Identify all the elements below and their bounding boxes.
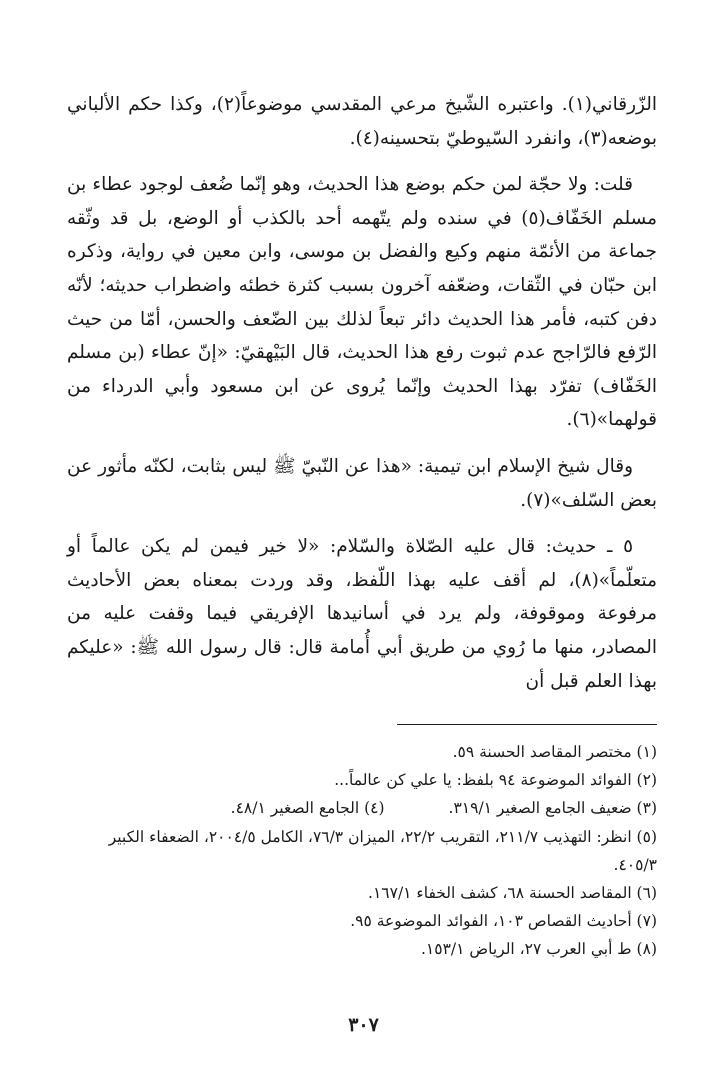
footnote-item: (٧) أحاديث القصاص ١٠٣، الفوائد الموضوعة ٩٥. — [350, 912, 657, 931]
footnote-item: (٣) ضعيف الجامع الصغير ٣١٩/١. — [448, 799, 657, 818]
footnote-item: (٨) ط أبي العرب ٢٧، الرياض ١٥٣/١. — [420, 940, 657, 959]
footnote-item: (٥) انظر: التهذيب ٢١١/٧، التقريب ٢٢/٢، الميزان ٧٦/٣، الكامل ٢٠٠٤/٥، الضعفاء الكبير ٤٠٥/٣. — [108, 827, 657, 874]
main-text — [67, 88, 657, 711]
footnote-item: (١) مختصر المقاصد الحسنة ٥٩. — [452, 743, 657, 761]
footnote-item-pair — [67, 794, 657, 822]
paragraph-zurqani: الزّرقاني(١). واعتبره الشّيخ مرعي المقدسي موضوعاً(٢)، وكذا حكم الألباني بوضعه(٣)، وانفرد السّيوطيّ بتحسينه(٤). — [67, 94, 657, 149]
paragraph-ibn-taymiyya: وقال شيخ الإسلام ابن تيمية: «هذا عن النّبيّ ﷺ ليس بثابت، لكنّه مأثور عن بعض السّلف»(٧). — [67, 455, 657, 511]
paragraph-hadith-5: ٥ ـ حديث: قال عليه الصّلاة والسّلام: «لا خير فيمن لم يكن عالماً أو متعلّماً»(٨)، لم أقف عليه بهذا اللّفظ، وقد وردت بمعناه بعض الأحاديث مرفوعة وموقوفة، ولم يرد في أسانيدها الإفريقي فيما وقفت عليه من المصادر، منها ما رُوي من طريق أبي أُمامة قال: قال رسول الله ﷺ: «عليكم بهذا العلم قبل أن — [67, 536, 657, 692]
footnotes-list — [67, 738, 657, 964]
footnote-item: (٤) الجامع الصغير ٤٨/١. — [230, 799, 385, 818]
paragraph-qultu: قلت: ولا حجّة لمن حكم بوضع هذا الحديث، وهو إنّما ضُعف لوجود عطاء بن مسلم الخَفّاف(٥) في سنده ولم يتّهمه أحد بالكذب أو الوضع، بل قد وثّقه جماعة من الأئمّة منهم وكيع والفضل بن موسى، وابن معين في رواية، وذكره ابن حبّان في الثّقات، وضعّفه آخرون بسبب كثرة خطئه واضطراب حديثه؛ لأنّه دفن كتبه، فأمر هذا الحديث دائر تبعاً لذلك بين الضّعف والحسن، أمّا من حيث الرّفع فالرّاجح عدم ثبوت رفع هذا الحديث، قال البَيْهقيّ: «إنّ عطاء (بن مسلم الخَفّاف) تفرّد بهذا الحديث وإنّما يُروى عن ابن مسعود وأبي الدرداء من قولهما»(٦). — [67, 174, 658, 431]
footnote-item: (٦) المقاصد الحسنة ٦٨، كشف الخفاء ١٦٧/١. — [368, 884, 657, 903]
footnote-item: (٢) الفوائد الموضوعة ٩٤ بلفظ: يا علي كن عالماً... — [334, 771, 657, 790]
page-number: ٣٠٧ — [348, 1014, 379, 1036]
footnote-divider — [397, 724, 657, 725]
